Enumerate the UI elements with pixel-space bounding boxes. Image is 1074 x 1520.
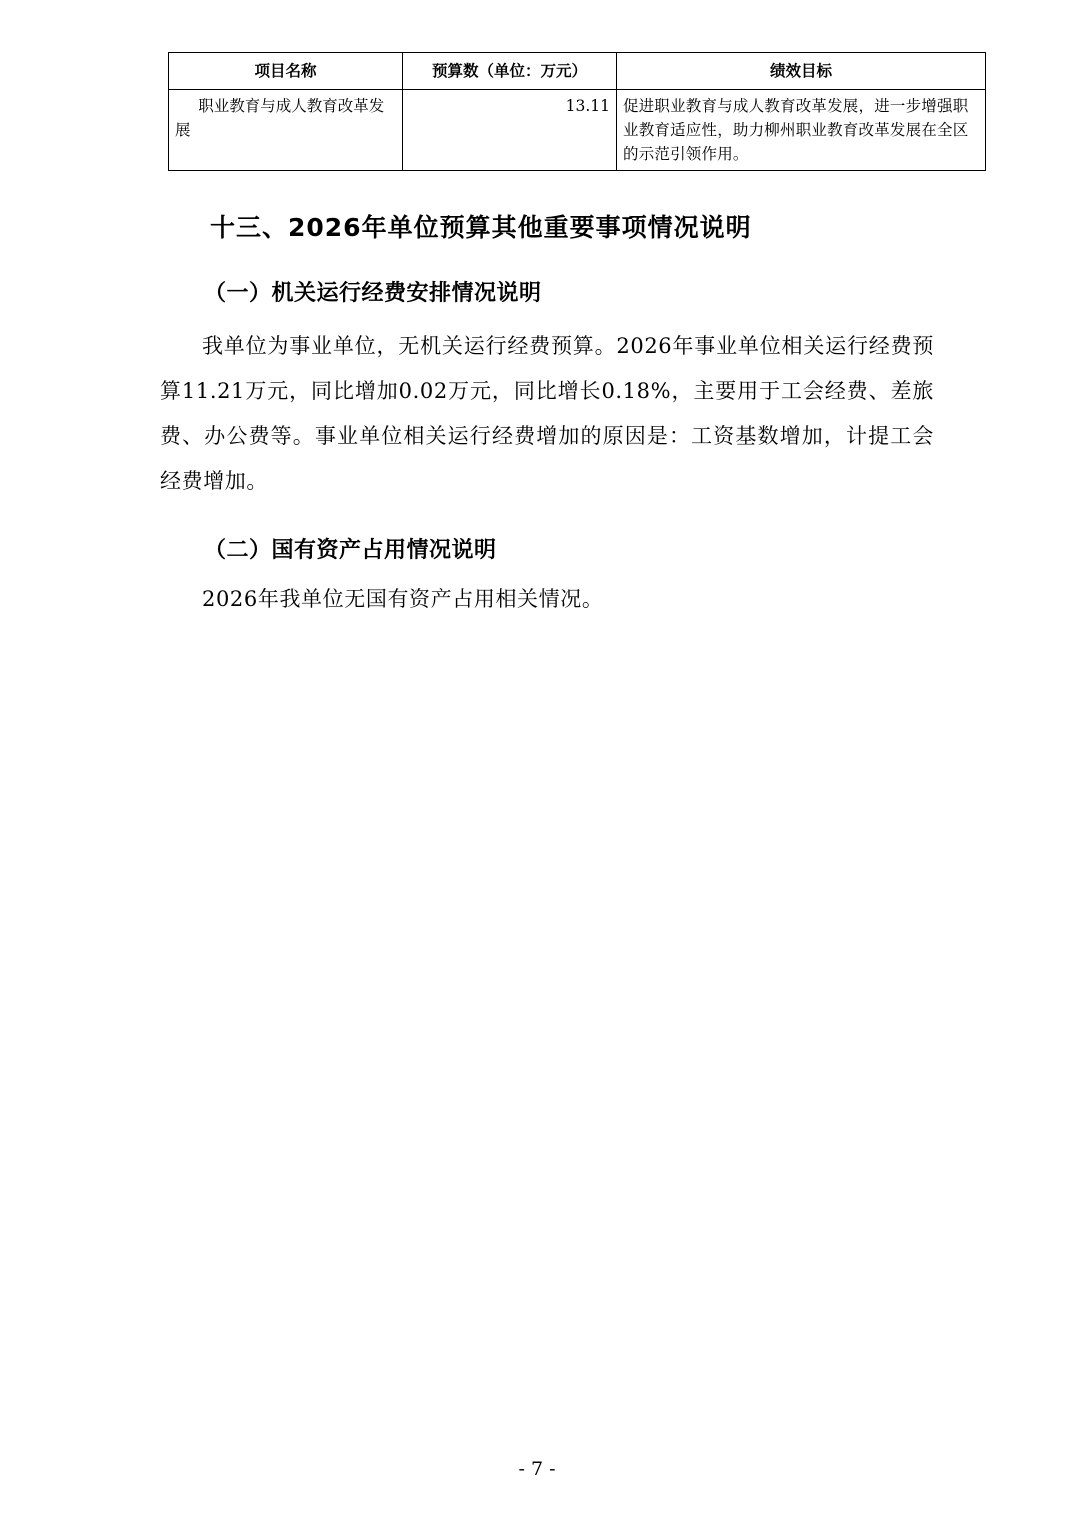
table-row [169,90,986,171]
subsection-body-operating-expenses: 我单位为事业单位，无机关运行经费预算。2026年事业单位相关运行经费预算11.21万元，同比增加0.02万元，同比增长0.18%，主要用于工会经费、差旅费、办公费等。事业单位相关运行经费增加的原因是：工资基数增加，计提工会经费增加。 [160,333,934,493]
cell-performance-goal: 促进职业教育与成人教育改革发展，进一步增强职业教育适应性，助力柳州职业教育改革发展在全区的示范引领作用。 [617,90,986,171]
cell-project-name: 职业教育与成人教育改革发展 [169,90,403,171]
table-header [169,53,986,90]
subsection-title-state-assets: （二）国有资产占用情况说明 [204,538,497,564]
cell-budget-amount: 13.11 [403,90,617,171]
column-header-project-name: 项目名称 [169,53,403,90]
column-header-budget-amount: 预算数（单位：万元） [403,53,617,90]
table-header-row [169,53,986,90]
section-title: 十三、2026年单位预算其他重要事项情况说明 [210,213,752,243]
subsection-title-operating-expenses: （一）机关运行经费安排情况说明 [204,280,542,306]
table-body [169,90,986,171]
page-number: - 7 - [518,1458,556,1480]
budget-performance-table [168,52,986,171]
subsection-body-state-assets: 2026年我单位无国有资产占用相关情况。 [202,587,604,612]
column-header-performance-goal: 绩效目标 [617,53,986,90]
